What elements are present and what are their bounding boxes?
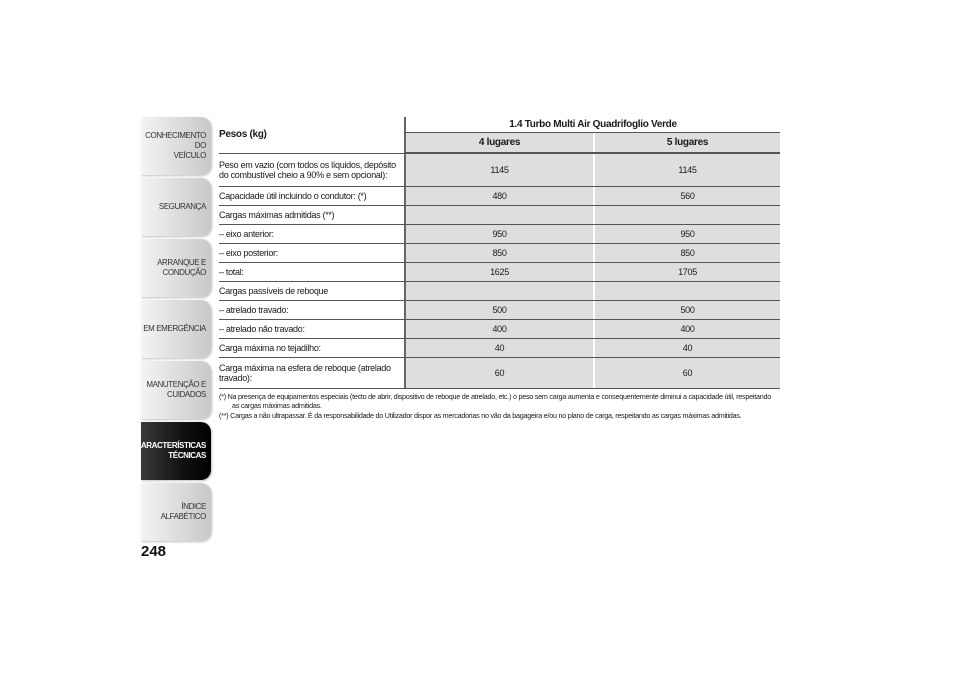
row-label: Capacidade útil incluindo o condutor: (*): [219, 191, 367, 201]
col-header-5-seats: 5 lugares: [593, 133, 780, 152]
value-4-seats: [404, 206, 593, 224]
tab-label: EM EMERGÊNCIA: [143, 324, 206, 333]
value-5-seats: 60: [593, 358, 780, 388]
chapter-tabs: [135, 117, 211, 544]
row-label: – atrelado não travado:: [219, 324, 305, 334]
row-label: Carga máxima no tejadilho:: [219, 343, 321, 353]
table-row: [219, 301, 780, 320]
value-5-seats: 400: [593, 320, 780, 338]
table-row: [219, 187, 780, 206]
value-4-seats: 40: [404, 339, 593, 357]
value-4-seats: 480: [404, 187, 593, 205]
footnote-2: (**) Cargas a não ultrapassar. É da responsabilidade do Utilizador dispor as mercadorias no vão da bagageira e/ou no plano de carga, respeitando as cargas máximas admitidas.: [219, 411, 742, 420]
value-5-seats: 40: [593, 339, 780, 357]
value-4-seats: 850: [404, 244, 593, 262]
value-5-seats: 950: [593, 225, 780, 243]
footnotes: [219, 392, 779, 421]
value-5-seats: 500: [593, 301, 780, 319]
header-columns: [404, 117, 780, 153]
tab-label: ARRANQUE E CONDUÇÃO: [157, 258, 206, 277]
table-row: [219, 358, 780, 389]
row-label: – atrelado travado:: [219, 305, 289, 315]
tab-manutencao-e-cuidados[interactable]: [141, 361, 211, 419]
row-label: Carga máxima na esfera de reboque (atrelado travado):: [219, 363, 391, 383]
tab-indice-alfabetico[interactable]: [141, 483, 211, 541]
tab-label: MANUTENÇÃO E CUIDADOS: [146, 380, 206, 399]
tab-em-emergencia[interactable]: [141, 300, 211, 358]
table-row: [219, 206, 780, 225]
row-label: Cargas passíveis de reboque: [219, 286, 328, 296]
value-4-seats: [404, 282, 593, 300]
row-header: Pesos (kg): [219, 129, 267, 140]
value-4-seats: 500: [404, 301, 593, 319]
footnote-1: (*) Na presença de equipamentos especiais (tecto de abrir, dispositivo de reboque de atrelado, etc.) o peso sem carga aumenta e consequentemente diminui a capacidade útil, respeitando as cargas máximas admitidas.: [219, 392, 771, 410]
value-5-seats: 1145: [593, 154, 780, 186]
row-label: – total:: [219, 267, 244, 277]
table-row: [219, 263, 780, 282]
value-4-seats: 1145: [404, 154, 593, 186]
value-5-seats: 850: [593, 244, 780, 262]
tab-arranque-e-conducao[interactable]: [141, 239, 211, 297]
model-header: 1.4 Turbo Multi Air Quadrifoglio Verde: [404, 117, 780, 133]
table-header-row: [219, 117, 780, 153]
tab-label: ÍNDICE ALFABÉTICO: [160, 502, 206, 521]
row-label: – eixo anterior:: [219, 229, 274, 239]
tab-conhecimento-do-veiculo[interactable]: [141, 117, 211, 175]
table-row: [219, 225, 780, 244]
col-header-4-seats: 4 lugares: [404, 133, 593, 152]
table-row: [219, 282, 780, 301]
value-5-seats: 1705: [593, 263, 780, 281]
row-label: – eixo posterior:: [219, 248, 278, 258]
value-5-seats: [593, 282, 780, 300]
value-4-seats: 400: [404, 320, 593, 338]
value-5-seats: 560: [593, 187, 780, 205]
tab-label: CARACTERÍSTICAS TÉCNICAS: [135, 441, 206, 460]
row-label: Peso em vazio (com todos os líquidos, depósito do combustível cheio a 90% e sem opcional):: [219, 160, 396, 180]
value-4-seats: 950: [404, 225, 593, 243]
seat-headers: [404, 133, 780, 153]
value-4-seats: 60: [404, 358, 593, 388]
table-row: [219, 339, 780, 358]
page-number: 248: [141, 543, 167, 560]
tab-label: SEGURANÇA: [158, 202, 206, 211]
row-label: Cargas máximas admitidas (**): [219, 210, 335, 220]
tab-label: CONHECIMENTO DO VEÍCULO: [145, 131, 206, 160]
table-row: [219, 153, 780, 187]
value-4-seats: 1625: [404, 263, 593, 281]
tab-seguranca[interactable]: [141, 178, 211, 236]
weights-table: [219, 117, 780, 389]
value-5-seats: [593, 206, 780, 224]
table-row: [219, 244, 780, 263]
table-row: [219, 320, 780, 339]
tab-caracteristicas-tecnicas[interactable]: [135, 422, 211, 480]
